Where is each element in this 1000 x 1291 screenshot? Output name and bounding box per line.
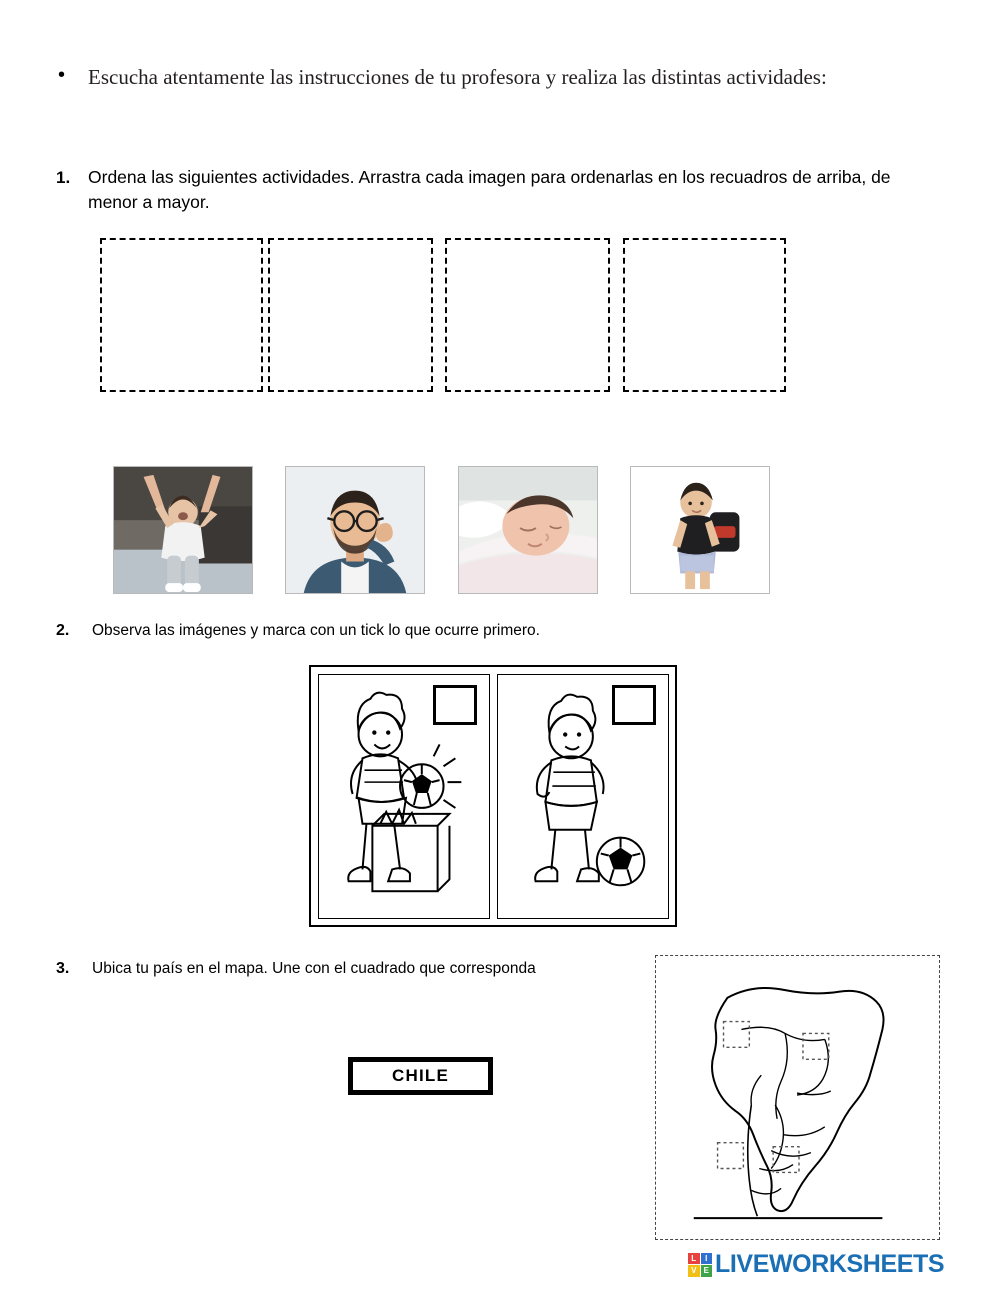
intro-instruction — [58, 62, 848, 93]
dropzone-2[interactable] — [268, 238, 433, 392]
checkbox-panel-2[interactable] — [612, 685, 656, 725]
task-2-number: 2. — [56, 622, 70, 639]
task-2-text: Observa las imágenes y marca con un tick lo que ocurre primero. — [92, 622, 540, 639]
dropzone-1[interactable] — [100, 238, 263, 392]
south-america-map — [655, 955, 940, 1240]
checkbox-panel-1[interactable] — [433, 685, 477, 725]
liveworksheets-cube-icon — [688, 1253, 712, 1277]
task-1 — [56, 165, 916, 215]
dropzone-row — [100, 238, 786, 394]
logo-letter-v: V — [688, 1265, 700, 1277]
photo-school-child[interactable] — [630, 466, 770, 594]
logo-letter-e: E — [701, 1265, 713, 1277]
dropzone-4[interactable] — [623, 238, 786, 392]
task-3 — [56, 958, 656, 980]
photo-newborn-baby[interactable] — [458, 466, 598, 594]
dropzone-3[interactable] — [445, 238, 610, 392]
comic-panel-2 — [497, 674, 669, 919]
task-2 — [56, 620, 916, 642]
liveworksheets-logo — [688, 1250, 944, 1279]
task-3-text: Ubica tu país en el mapa. Une con el cuadrado que corresponda — [92, 960, 536, 977]
comic-strip — [309, 665, 677, 927]
country-label-text: CHILE — [392, 1066, 449, 1085]
task-1-text: Ordena las siguientes actividades. Arrastra cada imagen para ordenarlas en los recuadros de arriba, de menor a mayor. — [88, 167, 891, 212]
intro-text: Escucha atentamente las instrucciones de tu profesora y realiza las distintas actividades: — [88, 65, 827, 89]
country-label-chile[interactable] — [348, 1057, 493, 1095]
photo-toddler-walking[interactable] — [113, 466, 253, 594]
bullet-icon: • — [58, 64, 66, 86]
comic-panel-1 — [318, 674, 490, 919]
task-1-number: 1. — [56, 168, 71, 187]
liveworksheets-wordmark: LIVEWORKSHEETS — [715, 1250, 945, 1278]
draggable-photo-row — [113, 466, 783, 596]
photo-adult-man[interactable] — [285, 466, 425, 594]
logo-letter-l: L — [688, 1253, 700, 1265]
logo-letter-i: I — [701, 1253, 713, 1265]
task-3-number: 3. — [56, 960, 70, 977]
